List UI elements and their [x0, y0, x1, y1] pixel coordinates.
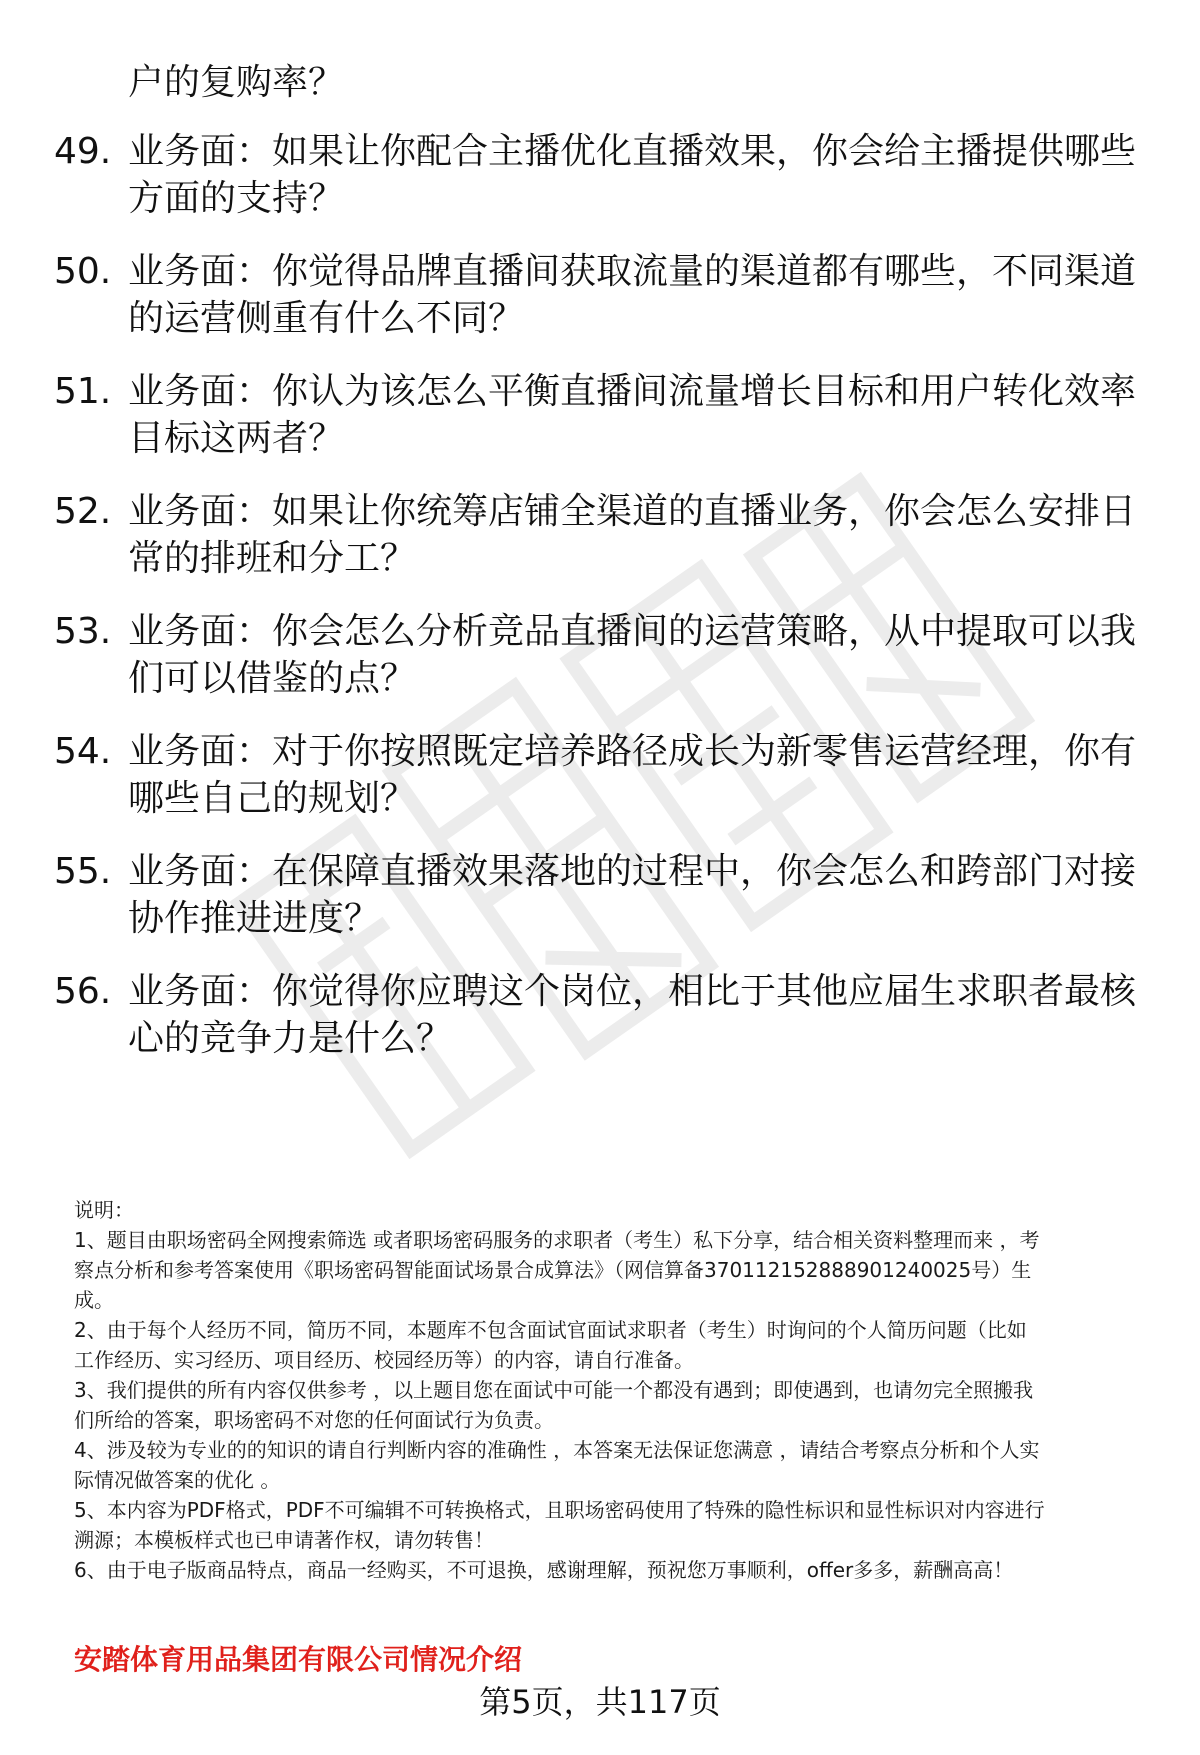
question-item	[54, 848, 1164, 942]
question-number: 52.	[54, 491, 112, 532]
question-text: 业务面：你认为该怎么平衡直播间流量增长目标和用户转化效率 目标这两者？	[128, 371, 1137, 459]
question-item	[54, 728, 1164, 822]
note-item: 5、本内容为PDF格式，PDF不可编辑不可转换格式，且职场密码使用了特殊的隐性标识和显性标识对内容进行 溯源；本模板样式也已申请著作权，请勿转售！	[74, 1498, 1045, 1552]
question-number: 54.	[54, 731, 112, 772]
question-text: 业务面：你会怎么分析竞品直播间的运营策略，从中提取可以我 们可以借鉴的点？	[128, 611, 1137, 699]
note-item: 6、由于电子版商品特点，商品一经购买，不可退换，感谢理解，预祝您万事顺利，offer多多，薪酬高高！	[74, 1558, 1014, 1582]
notes-title: 说明：	[74, 1198, 134, 1222]
question-number: 53.	[54, 611, 112, 652]
note-item: 3、我们提供的所有内容仅供参考 ，以上题目您在面试中可能一个都没有遇到；即使遇到，也请勿完全照搬我 们所给的答案，职场密码不对您的任何面试行为负责。	[74, 1378, 1034, 1432]
page-indicator: 第5页，共117页	[479, 1683, 721, 1721]
question-number: 49.	[54, 131, 112, 172]
question-number: 50.	[54, 251, 112, 292]
question-number: 55.	[54, 851, 112, 892]
question-number: 56.	[54, 971, 112, 1012]
question-number: 51.	[54, 371, 112, 412]
question-text: 业务面：如果让你配合主播优化直播效果，你会给主播提供哪些 方面的支持？	[128, 131, 1137, 219]
question-item	[54, 368, 1164, 462]
note-item: 4、涉及较为专业的的知识的请自行判断内容的准确性 ，本答案无法保证您满意 ，请结合考察点分析和个人实 际情况做答案的优化 。	[74, 1438, 1040, 1492]
question-item	[54, 248, 1164, 342]
notes-section	[74, 1195, 1159, 1585]
question-continuation: 户的复购率？	[128, 62, 345, 103]
question-text: 业务面：你觉得品牌直播间获取流量的渠道都有哪些，不同渠道 的运营侧重有什么不同？	[128, 251, 1137, 339]
question-item	[54, 488, 1164, 582]
question-text: 业务面：对于你按照既定培养路径成长为新零售运营经理，你有 哪些自己的规划？	[128, 731, 1137, 819]
question-item	[54, 128, 1164, 222]
question-item	[54, 608, 1164, 702]
company-intro-link[interactable]: 安踏体育用品集团有限公司情况介绍	[74, 1643, 523, 1676]
note-item: 1、题目由职场密码全网搜索筛选 或者职场密码服务的求职者（考生）私下分享，结合相关资料整理而来 ，考 察点分析和参考答案使用《职场密码智能面试场景合成算法》（网信算备370112152888901240025号）生 成。	[74, 1228, 1040, 1312]
question-text: 业务面：在保障直播效果落地的过程中，你会怎么和跨部门对接 协作推进进度？	[128, 851, 1137, 939]
question-text: 业务面：你觉得你应聘这个岗位，相比于其他应届生求职者最核 心的竞争力是什么？	[128, 971, 1137, 1059]
note-item: 2、由于每个人经历不同，简历不同，本题库不包含面试官面试求职者（考生）时询问的个人简历问题（比如 工作经历、实习经历、项目经历、校园经历等）的内容，请自行准备。	[74, 1318, 1027, 1372]
question-item	[54, 968, 1164, 1062]
question-text: 业务面：如果让你统筹店铺全渠道的直播业务，你会怎么安排日 常的排班和分工？	[128, 491, 1137, 579]
